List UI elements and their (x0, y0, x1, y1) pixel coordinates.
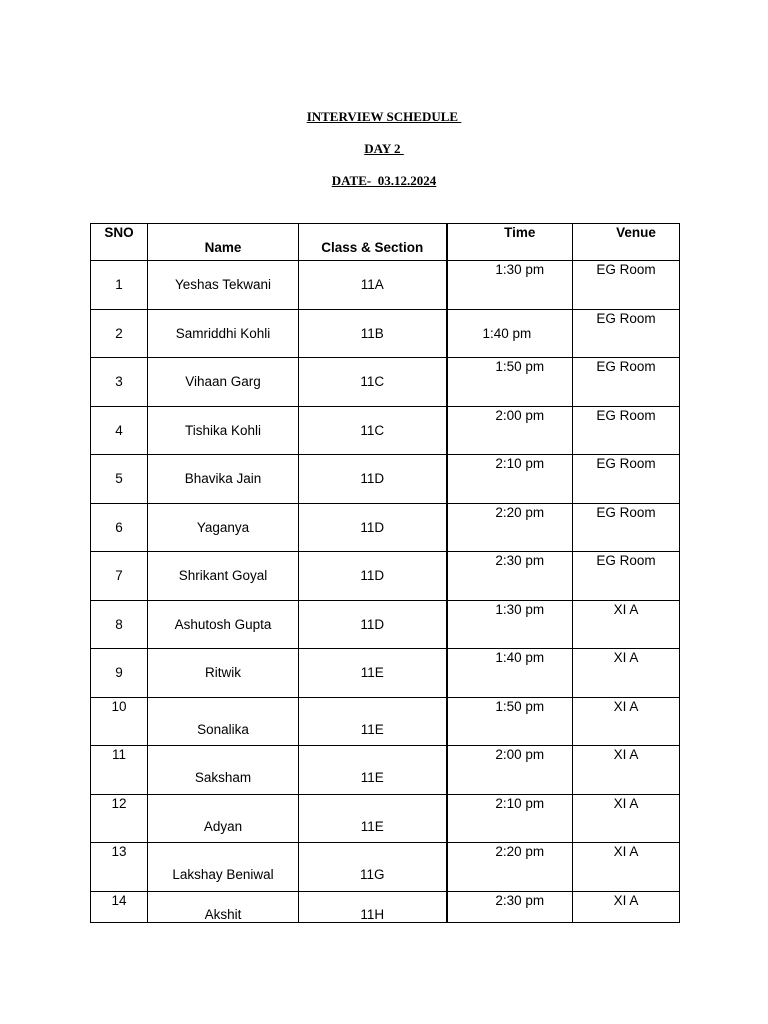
venue-cell-text: XI A (613, 698, 639, 714)
day-heading: DAY 2 (364, 141, 404, 156)
name-cell (148, 697, 299, 746)
time-cell (447, 503, 573, 552)
column-header-name: Name (148, 224, 299, 261)
sno-cell (91, 406, 148, 455)
venue-cell-text: XI A (613, 650, 639, 665)
name-cell (148, 891, 299, 922)
name-cell (148, 843, 299, 892)
document-title: INTERVIEW SCHEDULE (306, 109, 462, 124)
name-cell-text: Akshit (204, 906, 242, 922)
name-cell-text: Saksham (194, 770, 252, 785)
class-section-cell (299, 697, 447, 746)
time-cell (447, 794, 573, 843)
table-row (91, 843, 680, 892)
venue-cell-text: XI A (613, 601, 639, 617)
name-cell (148, 794, 299, 843)
time-cell (447, 891, 573, 922)
column-header-time: Time (447, 224, 573, 261)
sno-cell (91, 455, 148, 504)
time-cell-text: 1:40 pm (482, 325, 532, 341)
class-section-cell (299, 503, 447, 552)
sno-cell (91, 600, 148, 649)
sno-cell-text: 13 (111, 844, 127, 859)
sno-cell-text: 1 (115, 277, 123, 292)
name-cell-text: Samriddhi Kohli (175, 325, 271, 341)
sno-cell-text: 2 (115, 325, 123, 341)
class-section-cell-text: 11E (360, 770, 384, 785)
class-section-cell (299, 552, 447, 601)
table-row (91, 600, 680, 649)
column-header-venue: Venue (573, 224, 680, 261)
name-cell (148, 746, 299, 795)
venue-cell-text: EG Room (596, 456, 656, 471)
table-row (91, 309, 680, 358)
sno-cell-text: 4 (115, 422, 123, 438)
class-section-cell-text: 11D (360, 568, 385, 583)
venue-cell (573, 455, 680, 504)
name-cell (148, 406, 299, 455)
name-cell (148, 455, 299, 504)
time-cell (447, 552, 573, 601)
name-cell (148, 309, 299, 358)
time-cell-text: 2:20 pm (495, 844, 545, 859)
time-cell-text: 2:30 pm (495, 553, 545, 568)
venue-cell (573, 552, 680, 601)
sno-cell-text: 12 (111, 795, 127, 811)
table-row (91, 455, 680, 504)
venue-cell-text: EG Room (596, 310, 656, 326)
sno-cell-text: 14 (111, 892, 127, 908)
class-section-cell (299, 843, 447, 892)
table-row (91, 358, 680, 407)
name-cell-text: Bhavika Jain (184, 471, 262, 486)
class-section-cell (299, 794, 447, 843)
class-section-cell-text: 11B (360, 325, 384, 341)
table-header-row (91, 224, 680, 261)
class-section-cell (299, 261, 447, 310)
name-cell-text: Lakshay Beniwal (172, 867, 274, 882)
venue-cell (573, 309, 680, 358)
class-section-cell-text: 11D (360, 616, 385, 632)
time-cell-text: 1:30 pm (495, 601, 545, 617)
time-cell-text: 2:10 pm (495, 456, 545, 471)
venue-cell (573, 649, 680, 698)
sno-cell (91, 794, 148, 843)
table-row (91, 697, 680, 746)
class-section-cell (299, 455, 447, 504)
venue-cell (573, 406, 680, 455)
class-section-cell (299, 406, 447, 455)
venue-cell-text: EG Room (596, 553, 656, 568)
column-header-class-section: Class & Section (299, 224, 447, 261)
time-cell-text: 1:40 pm (495, 650, 545, 665)
table-row (91, 261, 680, 310)
time-cell-text: 2:00 pm (495, 747, 545, 762)
table-row (91, 406, 680, 455)
name-cell (148, 600, 299, 649)
class-section-cell-text: 11E (360, 818, 384, 834)
class-section-cell (299, 600, 447, 649)
sno-cell-text: 11 (111, 747, 126, 762)
time-cell-text: 2:00 pm (495, 407, 545, 423)
class-section-cell (299, 309, 447, 358)
time-cell (447, 406, 573, 455)
venue-cell-text: XI A (613, 747, 639, 762)
name-cell (148, 261, 299, 310)
time-cell-text: 2:20 pm (495, 504, 545, 520)
venue-cell (573, 794, 680, 843)
sno-cell (91, 843, 148, 892)
table-row (91, 891, 680, 922)
name-cell-text: Yaganya (196, 519, 250, 535)
name-cell (148, 649, 299, 698)
sno-cell (91, 649, 148, 698)
sno-cell (91, 503, 148, 552)
venue-cell (573, 261, 680, 310)
venue-cell (573, 503, 680, 552)
interview-schedule-table (90, 223, 680, 923)
sno-cell (91, 891, 148, 922)
venue-cell-text: EG Room (596, 407, 656, 423)
venue-cell (573, 843, 680, 892)
venue-cell-text: XI A (613, 892, 639, 908)
name-cell-text: Vihaan Garg (185, 374, 261, 389)
class-section-cell-text: 11D (360, 519, 385, 535)
time-cell (447, 843, 573, 892)
time-cell-text: 1:50 pm (495, 698, 545, 714)
venue-cell (573, 746, 680, 795)
class-section-cell-text: 11C (360, 374, 385, 389)
time-cell (447, 600, 573, 649)
sno-cell (91, 697, 148, 746)
time-cell (447, 261, 573, 310)
table-row (91, 552, 680, 601)
sno-cell (91, 261, 148, 310)
table-row (91, 746, 680, 795)
name-cell (148, 552, 299, 601)
sno-cell (91, 358, 148, 407)
time-cell (447, 455, 573, 504)
name-cell-text: Shrikant Goyal (178, 568, 268, 583)
time-cell-text: 1:30 pm (495, 262, 545, 277)
table-row (91, 794, 680, 843)
venue-cell (573, 600, 680, 649)
time-cell (447, 697, 573, 746)
venue-cell-text: XI A (613, 795, 639, 811)
venue-cell-text: EG Room (596, 504, 656, 520)
time-cell-text: 2:10 pm (495, 795, 545, 811)
name-cell-text: Tishika Kohli (184, 422, 262, 438)
name-cell-text: Adyan (203, 818, 243, 834)
class-section-cell-text: 11C (360, 422, 385, 438)
sno-cell-text: 7 (115, 568, 123, 583)
sno-cell-text: 8 (115, 616, 123, 632)
time-cell-text: 2:30 pm (495, 892, 545, 908)
table-row (91, 649, 680, 698)
name-cell (148, 358, 299, 407)
venue-cell (573, 697, 680, 746)
venue-cell-text: XI A (613, 844, 639, 859)
time-cell (447, 358, 573, 407)
venue-cell-text: EG Room (596, 262, 656, 277)
name-cell-text: Ritwik (205, 665, 241, 680)
class-section-cell-text: 11A (360, 277, 384, 292)
time-cell (447, 649, 573, 698)
venue-cell-text: EG Room (596, 359, 656, 374)
name-cell-text: Ashutosh Gupta (174, 616, 272, 632)
sno-cell-text: 3 (115, 374, 123, 389)
sno-cell (91, 309, 148, 358)
sno-cell (91, 552, 148, 601)
class-section-cell (299, 358, 447, 407)
sno-cell (91, 746, 148, 795)
class-section-cell-text: 11H (360, 906, 385, 922)
name-cell-text: Yeshas Tekwani (174, 277, 272, 292)
class-section-cell-text: 11D (360, 471, 385, 486)
time-cell (447, 746, 573, 795)
name-cell-text: Sonalika (197, 721, 249, 737)
sno-cell-text: 9 (115, 665, 123, 680)
class-section-cell (299, 649, 447, 698)
class-section-cell (299, 891, 447, 922)
table-row (91, 503, 680, 552)
name-cell (148, 503, 299, 552)
class-section-cell-text: 11E (360, 665, 384, 680)
sno-cell-text: 10 (111, 698, 127, 714)
column-header-sno: SNO (91, 224, 148, 261)
class-section-cell (299, 746, 447, 795)
date-heading: DATE- 03.12.2024 (331, 173, 437, 188)
sno-cell-text: 6 (115, 519, 123, 535)
venue-cell (573, 891, 680, 922)
class-section-cell-text: 11G (359, 867, 385, 882)
time-cell (447, 309, 573, 358)
time-cell-text: 1:50 pm (495, 359, 545, 374)
class-section-cell-text: 11E (360, 721, 384, 737)
venue-cell (573, 358, 680, 407)
sno-cell-text: 5 (115, 471, 123, 486)
